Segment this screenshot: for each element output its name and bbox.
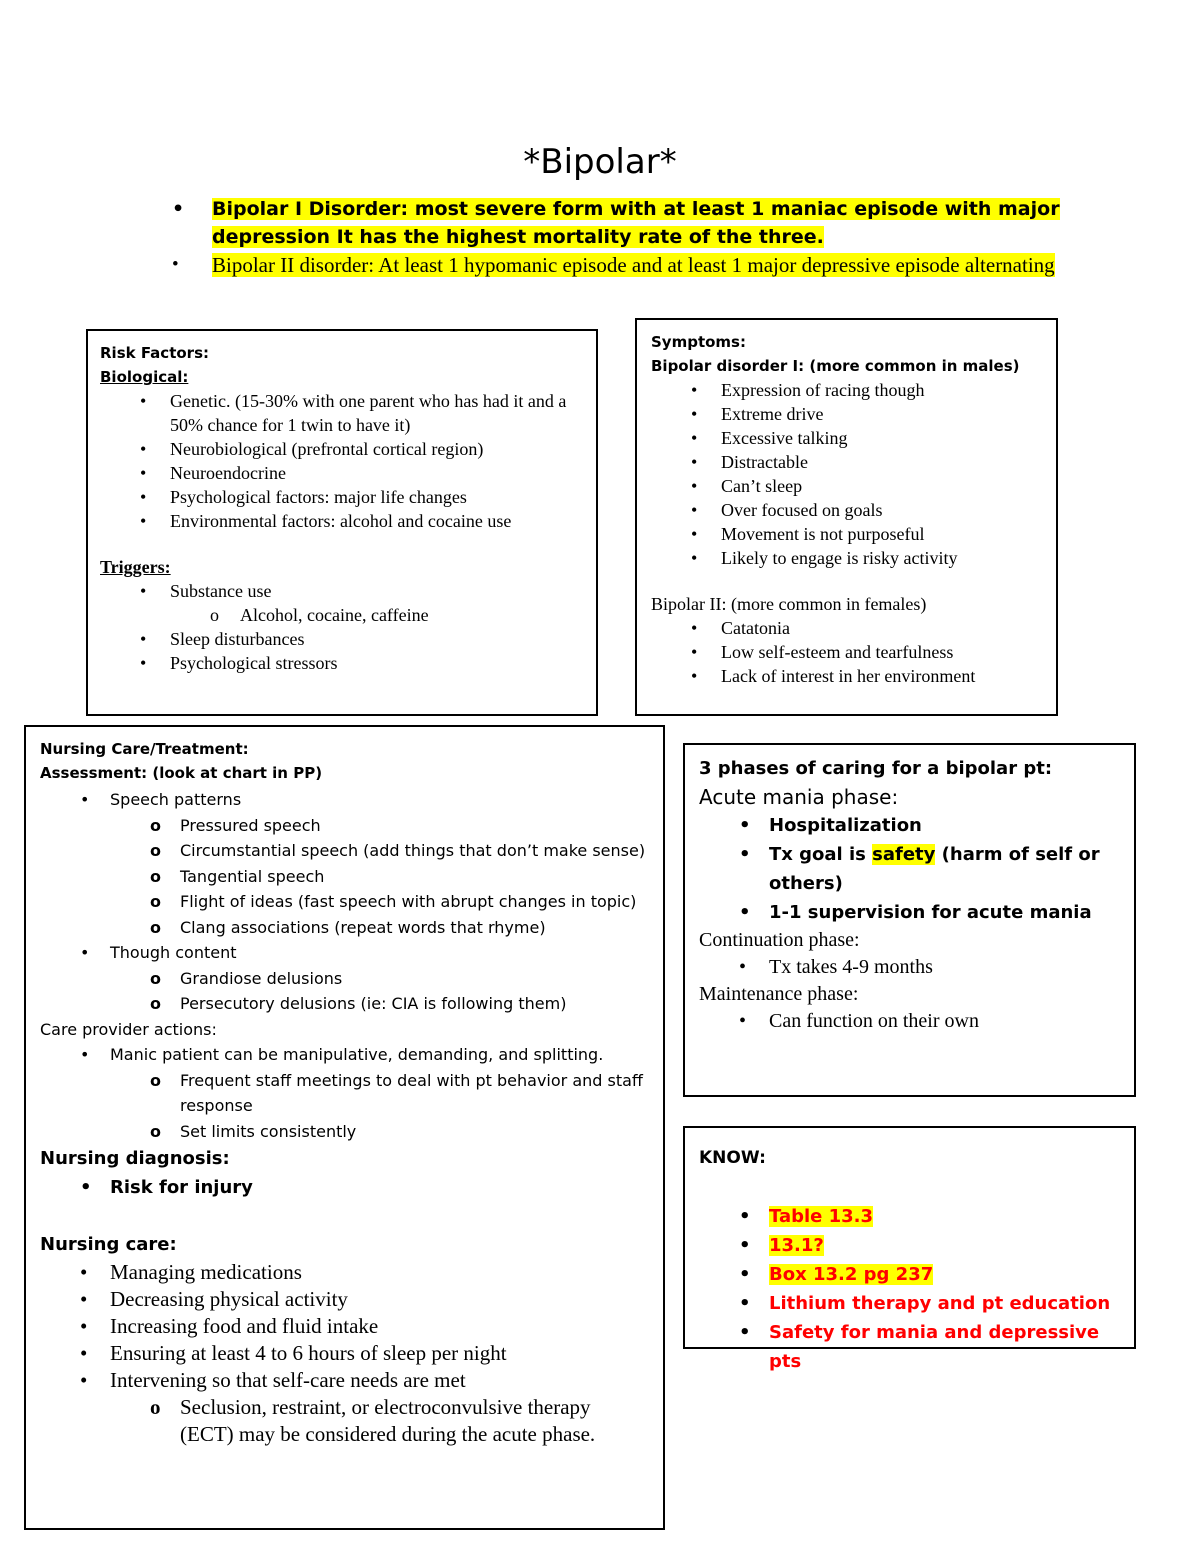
list-item: • Box 13.2 pg 237 [699,1260,1120,1289]
bullet-icon: • [140,487,147,507]
bullet-icon: • [691,476,698,496]
sub-bullet-icon: o [150,917,161,937]
list-item: • Movement is not purposeful [691,524,925,544]
list-item: o Pressured speech [40,813,649,839]
care-provider-heading: Care provider actions: [40,1019,217,1039]
bullet-icon: • [691,500,698,520]
bullet-icon: • [80,1177,92,1198]
bullet-icon: • [739,1010,747,1032]
list-item: • Though content [40,940,649,966]
list-item: • Table 13.3 [699,1202,1120,1231]
bullet-icon: • [739,1235,751,1256]
sub-bullet-icon: o [150,892,161,911]
list-item: • Increasing food and fluid intake [80,1314,379,1338]
bullet-icon: • [739,1264,751,1285]
bullet-icon: • [80,943,90,962]
bullet-icon: • [172,254,179,275]
list-item: • Substance use [140,581,272,601]
bullet-icon: • [739,1293,751,1314]
know-heading: KNOW: [699,1148,766,1168]
bullet-icon: • [140,653,147,673]
list-item: • Manic patient can be manipulative, demanding, and splitting. [40,1042,649,1068]
bullet-icon: • [80,1368,88,1392]
list-item [172,251,1072,279]
risk-heading: Risk Factors: [100,344,209,362]
list-item: • Catatonia [691,618,790,638]
list-item: • Can function on their own [699,1008,1120,1035]
bullet-icon: • [80,1045,90,1064]
bullet-icon: • [739,902,751,923]
list-item: • Over focused on goals [691,500,883,520]
bullet-icon: • [80,1314,88,1338]
list-item: • Psychological stressors [140,653,338,673]
list-item: • Neuroendocrine [140,463,286,483]
biological-heading: Biological: [100,368,189,386]
know-box [683,1126,1136,1372]
bullet-icon: • [691,642,698,662]
list-item: o Set limits consistently [40,1119,649,1145]
bullet-icon: • [691,666,698,686]
phases-box [683,743,1136,1097]
list-item: o Flight of ideas (fast speech with abrupt changes in topic) [40,889,649,915]
bullet-icon: • [739,1206,751,1227]
list-item: • Lithium therapy and pt education [699,1289,1120,1318]
list-item: • Managing medications [80,1260,302,1284]
sub-bullet-icon: o [150,1121,161,1141]
list-item: • Can’t sleep [691,476,803,496]
bullet-icon: • [172,198,185,220]
bullet-icon: • [691,548,698,568]
bullet-icon: • [140,629,147,649]
bullet-icon: • [739,815,751,836]
bullet-icon: • [80,790,90,809]
sub-bullet-icon: o [150,841,161,860]
assessment-heading: Assessment: (look at chart in PP) [40,764,323,782]
list-item: • Distractable [691,452,808,472]
list-item: o Tangential speech [40,864,649,890]
sub-bullet-icon: o [150,866,161,886]
sub-bullet-icon: o [150,1395,161,1419]
sub-bullet-icon: o [150,815,161,835]
sub-bullet-icon: o [210,605,219,625]
list-item: • Extreme drive [691,404,824,424]
list-item: • Hospitalization [699,811,1120,840]
bullet-icon: • [140,391,147,411]
bullet-icon: • [691,618,698,638]
nursing-heading: Nursing Care/Treatment: [40,740,249,758]
list-item: • Ensuring at least 4 to 6 hours of sleep per night [80,1341,507,1365]
list-item: • Risk for injury [40,1173,649,1202]
bipolar-2-heading: Bipolar II: (more common in females) [651,594,927,614]
list-item: • Safety for mania and depressive pts [699,1318,1120,1376]
list-item: • 13.1? [699,1231,1120,1260]
continuation-heading: Continuation phase: [699,929,860,951]
care-heading: Nursing care: [40,1234,177,1255]
list-item: o Persecutory delusions (ie: CIA is following them) [40,991,649,1017]
nursing-care-box [24,725,665,1530]
list-item: • Excessive talking [691,428,848,448]
list-item: • Decreasing physical activity [80,1287,348,1311]
list-item: • Environmental factors: alcohol and cocaine use [140,511,512,531]
bullet-icon: • [140,511,147,531]
list-item: • Low self-esteem and tearfulness [691,642,954,662]
triggers-heading: Triggers: [100,557,171,577]
maintenance-heading: Maintenance phase: [699,983,859,1005]
bipolar-1-definition: Bipolar I Disorder: most severe form with at least 1 maniac episode with major depression It has the highest mortality rate of the three. [212,198,1060,248]
list-item: • Intervening so that self-care needs are met [80,1368,466,1392]
sub-bullet-icon: o [150,968,161,988]
bullet-icon: • [140,463,147,483]
bullet-icon: • [80,1341,88,1365]
acute-heading: Acute mania phase: [699,785,899,809]
bullet-icon: • [691,524,698,544]
list-item: • Tx takes 4-9 months [699,954,1120,981]
bullet-icon: • [691,452,698,472]
bullet-icon: • [739,956,747,978]
list-item: • Lack of interest in her environment [691,666,976,686]
page-title: *Bipolar* [523,142,677,182]
bullet-icon: • [80,1260,88,1284]
list-item: • Psychological factors: major life changes [140,487,467,507]
bipolar-1-heading: Bipolar disorder I: (more common in males) [651,357,1020,375]
bullet-icon: • [140,439,147,459]
sub-bullet-icon: o [150,994,161,1013]
list-item: o Circumstantial speech (add things that don’t make sense) [40,838,649,864]
diagnosis-heading: Nursing diagnosis: [40,1148,230,1169]
bullet-icon: • [140,581,147,601]
list-item: o Alcohol, cocaine, caffeine [210,605,429,625]
list-item: • 1-1 supervision for acute mania [699,898,1120,927]
list-item: o Seclusion, restraint, or electroconvulsive therapy (ECT) may be considered during the acute phase. [150,1395,596,1446]
list-item: o Clang associations (repeat words that rhyme) [40,915,649,941]
bullet-icon: • [739,844,751,865]
symptoms-box [635,318,1058,716]
list-item: • Expression of racing though [691,380,925,400]
list-item: • Speech patterns [40,787,649,813]
bullet-icon: • [739,1322,751,1343]
bipolar-types-list [172,195,1072,279]
list-item: • Genetic. (15-30% with one parent who has had it and a 50% chance for 1 twin to have it) [140,391,567,435]
safety-highlight: safety [872,844,936,865]
phases-heading: 3 phases of caring for a bipolar pt: [699,758,1053,779]
sub-bullet-icon: o [150,1070,161,1090]
list-item: o Grandiose delusions [40,966,649,992]
list-item: • Likely to engage is risky activity [691,548,958,568]
risk-factors-box [86,329,598,716]
list-item: • Tx goal is safety (harm of self or others) [699,840,1120,898]
bipolar-2-definition: Bipolar II disorder: At least 1 hypomanic episode and at least 1 major depressive episode alternating [212,253,1055,277]
list-item: o Frequent staff meetings to deal with pt behavior and staff response [40,1068,649,1119]
bullet-icon: • [80,1287,88,1311]
bullet-icon: • [691,380,698,400]
list-item [172,195,1072,251]
bullet-icon: • [691,428,698,448]
bullet-icon: • [691,404,698,424]
list-item: • Neurobiological (prefrontal cortical region) [140,439,484,459]
list-item: • Sleep disturbances [140,629,305,649]
symptoms-heading: Symptoms: [651,333,746,351]
